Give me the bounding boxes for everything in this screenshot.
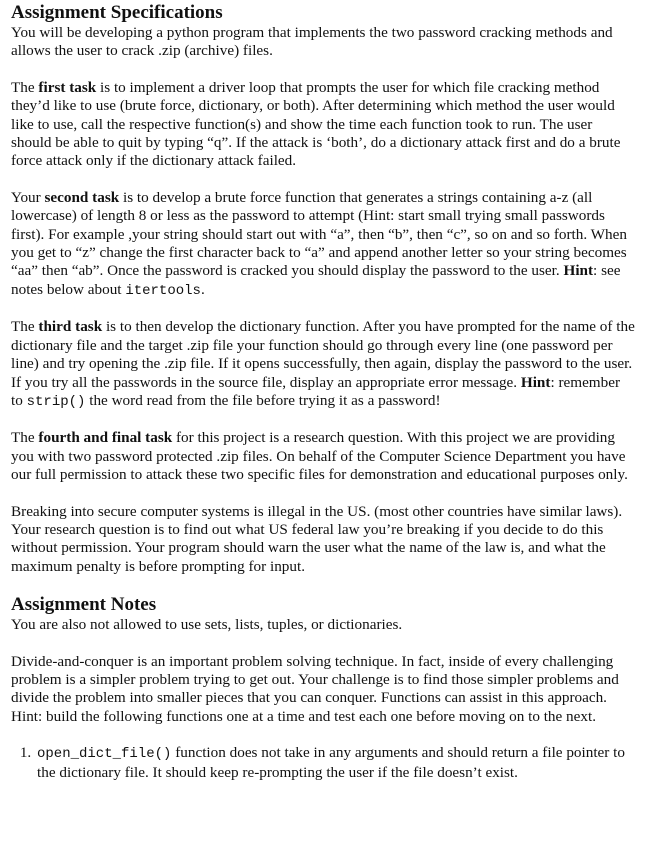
- second-task-pre: Your: [11, 188, 45, 206]
- fourth-task-text: for this project is a research question. With this project we are providing you with two password protected .zip files. On behalf of the Computer Science Department you have our full permission to attack these two specific files for demonstration and educational purposes only.: [11, 429, 628, 484]
- third-task-end: the word read from the file before trying it as a password!: [85, 391, 441, 409]
- itertools-code: itertools: [125, 282, 201, 299]
- first-task-text: is to implement a driver loop that prompts the user for which file cracking method they’d like to use (brute force, dictionary, or both). After determining which method the user would like to use, call the respective function(s) and show the time each function took to run. The user should be able to quit by typing “q”. If the attack is ‘both’, do a dictionary attack first and do a brute force attack only if the dictionary attack failed.: [11, 78, 621, 170]
- third-task-text: is to then develop the dictionary function. After you have prompted for the name of the dictionary file and the target .zip file your function should go through every line (one password per line) and try opening the .zip file. If it opens successfully, then again, display the password to the user. If you try all the passwords in the source file, display an appropriate error message.: [11, 318, 635, 391]
- divide-paragraph: Divide-and-conquer is an important problem solving technique. In fact, inside of every challenging problem is a simpler problem trying to get out. Your challenge is to find those simpler problems and divide the problem into smaller pieces that you can conquer. Functions can assist in this approach. Hint: build the following functions one at a time and test each one before moving on to the next.: [11, 652, 619, 725]
- third-task-hint-text: : remember to: [11, 373, 621, 409]
- second-task-paragraph: [11, 189, 635, 300]
- third-task-hint-label: Hint: [520, 373, 551, 391]
- second-task-label: second task: [44, 188, 120, 206]
- first-task-pre: The: [11, 78, 39, 96]
- open-dict-file-code: open_dict_file(): [37, 746, 172, 763]
- first-task-paragraph: [11, 79, 635, 171]
- second-task-hint-label: Hint: [563, 262, 594, 280]
- fourth-task-paragraph: [11, 429, 635, 484]
- third-task-label: third task: [38, 318, 103, 336]
- function-list: [11, 744, 635, 782]
- third-task-pre: The: [11, 318, 39, 336]
- list-item: [35, 744, 635, 782]
- first-task-label: first task: [38, 78, 97, 96]
- notes-intro-paragraph: You are also not allowed to use sets, lists, tuples, or dictionaries.: [11, 616, 403, 634]
- specs-heading: Assignment Specifications: [11, 2, 223, 23]
- fourth-task-pre: The: [11, 429, 39, 447]
- second-task-end: .: [200, 280, 205, 298]
- second-task-text: is to develop a brute force function that generates a strings containing a-z (all lowercase) of length 8 or less as the password to attempt (Hint: start small trying small passwords first). For example ,your string should start out with “a”, then “b”, then “c”, so on and so forth. When you get to “z” change the first character back to “a” and append another letter so your string becomes “aa” then “ab”. Once the password is cracked you should display the password to the user.: [11, 188, 627, 280]
- list-item-text: function does not take in any arguments and should return a file pointer to the dictionary file. It should keep re-prompting the user if the file doesn’t exist.: [37, 744, 625, 781]
- specs-intro-paragraph: You will be developing a python program that implements the two password cracking methods and allows the user to crack .zip (archive) files.: [11, 24, 613, 60]
- second-task-hint-text: : see notes below about: [11, 262, 621, 298]
- strip-code: strip(): [26, 393, 86, 410]
- fourth-task-label: fourth and final task: [38, 429, 173, 447]
- legal-paragraph: Breaking into secure computer systems is illegal in the US. (most other countries have similar laws). Your research question is to find out what US federal law you’re breaking if you decide to do this without permission. Your program should warn the user what the name of the law is, and what the maximum penalty is before prompting for input.: [11, 502, 623, 575]
- notes-heading: Assignment Notes: [11, 594, 157, 616]
- third-task-paragraph: [11, 318, 635, 411]
